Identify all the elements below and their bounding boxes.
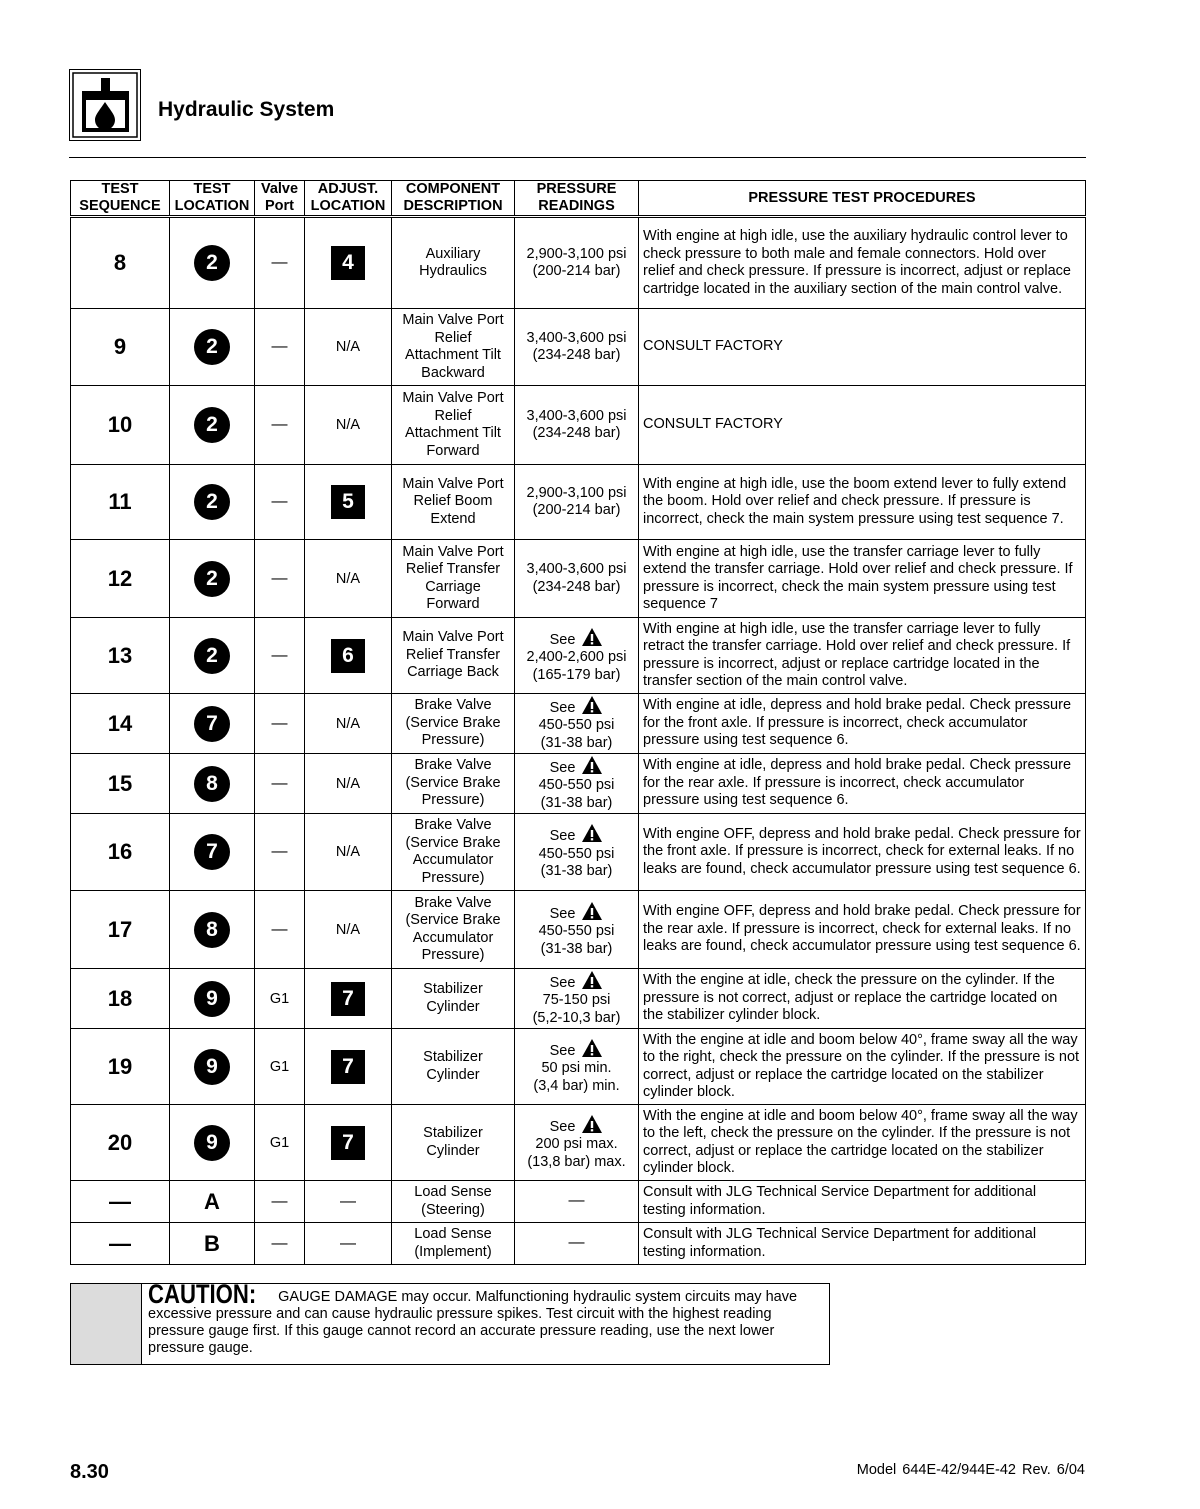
table-row <box>71 618 1086 694</box>
pressure-line: (200-214 bar) <box>532 263 621 279</box>
valve-port-cell <box>255 754 305 814</box>
adjust-location-marker: N/A <box>335 921 361 938</box>
valve-port: — <box>271 920 288 938</box>
adjust-location-marker: 7 <box>331 1050 365 1084</box>
adjust-location-cell <box>305 465 392 540</box>
pressure-line: 450-550 psi <box>538 923 615 940</box>
valve-port-cell <box>255 618 305 694</box>
component-line: Stabilizer <box>423 1125 483 1141</box>
component-line: Pressure) <box>421 869 485 886</box>
adjust-location-cell <box>305 386 392 465</box>
test-location-cell <box>170 891 255 969</box>
header-pressure-readings: PRESSURE READINGS <box>515 181 639 217</box>
component-line: Pressure) <box>421 947 485 963</box>
adjust-location-cell <box>305 309 392 386</box>
component-line: Load Sense <box>414 1226 492 1242</box>
table-row <box>71 754 1086 814</box>
pressure-readings <box>515 754 639 814</box>
test-sequence: 18 <box>107 985 133 1011</box>
component-line: Main Valve Port <box>402 390 504 406</box>
test-location-cell <box>170 1223 255 1265</box>
adjust-location-marker: N/A <box>335 775 361 792</box>
component-line: Extend <box>430 510 476 527</box>
test-sequence-cell <box>71 386 170 465</box>
component-line: Cylinder <box>426 1066 480 1083</box>
adjust-location-marker: 7 <box>331 982 365 1016</box>
component-description <box>392 891 515 969</box>
test-sequence-cell <box>71 969 170 1029</box>
valve-port: — <box>271 646 288 664</box>
component-line: Pressure) <box>421 792 485 809</box>
component-line: Attachment Tilt <box>405 425 501 441</box>
pressure-line: 200 psi max. <box>535 1136 618 1153</box>
component-line: Accumulator <box>412 852 494 868</box>
pressure-line: — <box>568 1234 585 1252</box>
pressure-readings <box>515 386 639 465</box>
page-number: 8.30 <box>70 1461 109 1483</box>
caution-label: CAUTION: <box>148 1279 257 1309</box>
component-line: Relief Transfer <box>405 646 501 663</box>
test-sequence: 8 <box>113 250 127 275</box>
adjust-location-marker: — <box>340 1192 356 1210</box>
test-sequence: 14 <box>107 710 133 736</box>
pressure-line: 2,900-3,100 psi <box>526 484 627 501</box>
component-description <box>392 465 515 540</box>
pressure-line: (3,4 bar) min. <box>533 1077 620 1094</box>
see-label: See <box>549 828 576 845</box>
see-label: See <box>549 631 576 648</box>
table-row <box>71 1029 1086 1105</box>
test-sequence-cell <box>71 891 170 969</box>
procedure-text: With the engine at idle and boom below 40°, frame sway all the way to the right, check the pressure on the cylinder. If the pressure is not correct, adjust or replace the cartridge located on the stabilizer cylinder block. <box>639 1029 1086 1105</box>
component-line: Main Valve Port <box>402 475 504 492</box>
component-description <box>392 1181 515 1223</box>
table-header-row <box>71 181 1086 217</box>
component-line: Main Valve Port <box>402 312 504 328</box>
adjust-location-marker: N/A <box>335 339 361 355</box>
warning-triangle-icon <box>581 1114 603 1134</box>
valve-port: — <box>271 714 288 732</box>
test-location-marker: 2 <box>194 407 230 443</box>
adjust-location-cell <box>305 1105 392 1181</box>
adjust-location-marker: N/A <box>335 844 361 860</box>
adjust-location-cell <box>305 217 392 309</box>
test-location-cell <box>170 309 255 386</box>
procedure-text: With the engine at idle, check the pressure on the cylinder. If the pressure is not correct, adjust or replace the cartridge located on the stabilizer cylinder block. <box>639 969 1086 1029</box>
component-line: Cylinder <box>426 1142 480 1159</box>
pressure-readings <box>515 465 639 540</box>
component-line: (Implement) <box>414 1243 492 1260</box>
test-location-cell <box>170 217 255 309</box>
valve-port: — <box>271 1234 288 1252</box>
component-line: Relief <box>434 329 472 346</box>
component-line: Forward <box>426 442 480 459</box>
component-line: (Service Brake <box>405 714 501 731</box>
pressure-line: (31-38 bar) <box>540 863 613 880</box>
adjust-location-cell <box>305 814 392 891</box>
test-sequence-cell <box>71 754 170 814</box>
test-location-marker: 2 <box>194 638 230 674</box>
test-location-marker: 2 <box>194 245 230 281</box>
test-sequence: 11 <box>108 489 132 514</box>
procedure-text: With engine OFF, depress and hold brake pedal. Check pressure for the front axle. If pressure is incorrect, check for external leaks. If no leaks are found, check accumulator pressure using test sequence 6. <box>639 814 1086 891</box>
test-sequence: — <box>109 1230 131 1256</box>
pressure-line: (200-214 bar) <box>532 502 621 518</box>
header-procedures: PRESSURE TEST PROCEDURES <box>639 181 1086 217</box>
component-line: (Service Brake <box>405 912 501 928</box>
test-location-marker: A <box>204 1188 220 1214</box>
adjust-location-cell <box>305 618 392 694</box>
component-line: Carriage Back <box>407 664 499 681</box>
component-line: Main Valve Port <box>402 629 504 646</box>
valve-port-cell <box>255 891 305 969</box>
test-location-marker: 7 <box>194 706 230 742</box>
adjust-location-cell <box>305 1223 392 1265</box>
caution-sidebar <box>71 1284 142 1364</box>
valve-port-cell <box>255 217 305 309</box>
table-row <box>71 309 1086 386</box>
test-location-marker: 8 <box>194 912 230 948</box>
see-label: See <box>549 974 576 991</box>
test-sequence-cell <box>71 618 170 694</box>
component-line: Brake Valve <box>414 894 492 911</box>
pressure-line: (234-248 bar) <box>532 425 621 441</box>
valve-port-cell <box>255 1223 305 1265</box>
pressure-line: (31-38 bar) <box>540 734 613 751</box>
table-row <box>71 814 1086 891</box>
valve-port-cell <box>255 694 305 754</box>
warning-triangle-icon <box>581 823 603 843</box>
see-label: See <box>549 1118 576 1135</box>
test-sequence-cell <box>71 465 170 540</box>
component-line: Pressure) <box>421 732 485 749</box>
pressure-line: (165-179 bar) <box>532 666 621 683</box>
hydraulic-system-icon <box>69 69 141 141</box>
test-sequence: 16 <box>107 839 133 864</box>
table-row <box>71 217 1086 309</box>
model-revision: Model 644E-42/944E-42 Rev. 6/04 <box>856 1462 1085 1478</box>
pressure-readings <box>515 540 639 618</box>
adjust-location-marker: N/A <box>335 570 361 587</box>
header-adjust-location: ADJUST. LOCATION <box>305 181 392 217</box>
procedure-text: With engine OFF, depress and hold brake pedal. Check pressure for the rear axle. If pressure is incorrect, check for external leaks. If no leaks are found, check accumulator pressure using test sequence 6. <box>639 891 1086 969</box>
test-location-cell <box>170 386 255 465</box>
valve-port-cell <box>255 1181 305 1223</box>
component-line: Accumulator <box>412 929 494 946</box>
test-location-marker: B <box>204 1230 220 1256</box>
pressure-readings <box>515 969 639 1029</box>
component-line: Attachment Tilt <box>405 347 501 363</box>
test-sequence: 12 <box>107 565 133 591</box>
pressure-line: 3,400-3,600 psi <box>526 329 627 346</box>
pressure-readings <box>515 814 639 891</box>
procedure-text: With engine at high idle, use the transfer carriage lever to fully extend the transfer carriage. Hold over relief and check pressure. If pressure is incorrect, check the main system pressure using test sequence 7 <box>639 540 1086 618</box>
component-line: Cylinder <box>426 998 480 1015</box>
component-description <box>392 309 515 386</box>
warning-triangle-icon <box>581 627 603 647</box>
valve-port: — <box>271 254 288 271</box>
adjust-location-cell <box>305 969 392 1029</box>
procedure-text: Consult with JLG Technical Service Department for additional testing information. <box>639 1223 1086 1265</box>
caution-text-block <box>148 1279 818 1357</box>
table-row <box>71 1223 1086 1265</box>
pressure-line: 450-550 psi <box>538 845 615 862</box>
adjust-location-marker: — <box>340 1234 356 1252</box>
procedure-text: With engine at high idle, use the auxiliary hydraulic control lever to check pressure to both male and female connectors. Hold over relief and check pressure. If pressure is incorrect, adjust or replace cartridge located in the auxiliary section of the main control valve. <box>639 217 1086 309</box>
test-location-marker: 9 <box>194 1125 230 1161</box>
component-description <box>392 386 515 465</box>
pressure-line: 2,900-3,100 psi <box>526 245 627 262</box>
test-location-marker: 2 <box>194 484 230 520</box>
test-sequence: 17 <box>107 916 133 942</box>
table-row <box>71 1181 1086 1223</box>
component-description <box>392 754 515 814</box>
table-row <box>71 694 1086 754</box>
test-sequence-cell <box>71 217 170 309</box>
header-test-sequence: TEST SEQUENCE <box>71 181 170 217</box>
see-label: See <box>549 699 576 716</box>
valve-port-cell <box>255 465 305 540</box>
pressure-readings <box>515 694 639 754</box>
pressure-line: (5,2-10,3 bar) <box>532 1009 621 1026</box>
component-description <box>392 969 515 1029</box>
component-description <box>392 217 515 309</box>
component-line: Load Sense <box>414 1184 492 1200</box>
test-location-marker: 9 <box>194 981 230 1017</box>
valve-port-cell <box>255 1105 305 1181</box>
valve-port: G1 <box>269 990 290 1007</box>
test-location-cell <box>170 814 255 891</box>
test-sequence-cell <box>71 694 170 754</box>
component-line: Relief <box>434 407 472 424</box>
pressure-line: 75-150 psi <box>542 992 611 1009</box>
caution-box <box>70 1279 830 1365</box>
test-sequence-cell <box>71 1105 170 1181</box>
pressure-line: — <box>568 1192 585 1210</box>
valve-port-cell <box>255 309 305 386</box>
adjust-location-marker: N/A <box>335 417 361 433</box>
test-sequence-cell <box>71 1029 170 1105</box>
component-line: Stabilizer <box>423 981 483 997</box>
pressure-line: (31-38 bar) <box>540 794 613 811</box>
test-sequence-cell <box>71 1223 170 1265</box>
component-line: Brake Valve <box>414 757 492 774</box>
test-location-cell <box>170 1105 255 1181</box>
pressure-line: 3,400-3,600 psi <box>526 561 627 577</box>
component-line: Hydraulics <box>419 263 487 279</box>
component-line: (Steering) <box>421 1201 485 1218</box>
component-line: Carriage <box>425 578 481 595</box>
component-description <box>392 1029 515 1105</box>
valve-port-cell <box>255 540 305 618</box>
pressure-readings <box>515 1105 639 1181</box>
pressure-readings <box>515 309 639 386</box>
pressure-readings <box>515 618 639 694</box>
section-title: Hydraulic System <box>158 98 335 121</box>
procedure-text: With engine at high idle, use the boom extend lever to fully extend the boom. Hold over relief and check pressure. If pressure is incorrect, check the main system pressure using test sequence 7. <box>639 465 1086 540</box>
valve-port: — <box>271 569 288 587</box>
pressure-readings <box>515 1181 639 1223</box>
table-row <box>71 386 1086 465</box>
test-location-marker: 2 <box>194 561 230 597</box>
test-location-marker: 8 <box>194 766 230 802</box>
table-row <box>71 540 1086 618</box>
pressure-line: 2,400-2,600 psi <box>526 649 627 666</box>
pressure-line: (31-38 bar) <box>540 940 613 957</box>
warning-triangle-icon <box>581 970 603 990</box>
adjust-location-cell <box>305 1181 392 1223</box>
header-valve-port: Valve Port <box>255 181 305 217</box>
component-line: (Service Brake <box>405 834 501 851</box>
pressure-line: 50 psi min. <box>541 1060 612 1077</box>
valve-port: G1 <box>269 1058 290 1075</box>
valve-port-cell <box>255 1029 305 1105</box>
adjust-location-marker: 4 <box>331 246 365 280</box>
test-location-cell <box>170 694 255 754</box>
test-sequence: 20 <box>107 1129 133 1155</box>
test-sequence: 10 <box>107 412 133 437</box>
pressure-test-table <box>70 180 1086 1265</box>
component-description <box>392 1105 515 1181</box>
test-location-cell <box>170 969 255 1029</box>
test-sequence-cell <box>71 814 170 891</box>
valve-port: — <box>271 338 288 355</box>
pressure-line: (234-248 bar) <box>532 347 621 363</box>
pressure-readings <box>515 217 639 309</box>
test-sequence: — <box>109 1188 131 1214</box>
component-description <box>392 540 515 618</box>
test-sequence: 13 <box>107 642 133 668</box>
see-label: See <box>549 905 576 922</box>
test-sequence: 19 <box>107 1053 133 1079</box>
valve-port-cell <box>255 386 305 465</box>
valve-port-cell <box>255 969 305 1029</box>
adjust-location-cell <box>305 891 392 969</box>
warning-triangle-icon <box>581 1038 603 1058</box>
header-component-description: COMPONENT DESCRIPTION <box>392 181 515 217</box>
adjust-location-marker: 5 <box>331 485 365 519</box>
table-row <box>71 891 1086 969</box>
pressure-line: (13,8 bar) max. <box>527 1153 626 1170</box>
header-test-location: TEST LOCATION <box>170 181 255 217</box>
test-sequence: 15 <box>107 770 133 796</box>
component-line: Brake Valve <box>414 817 492 833</box>
component-line: Relief Boom <box>413 493 493 510</box>
table-row <box>71 465 1086 540</box>
warning-triangle-icon <box>581 901 603 921</box>
test-location-cell <box>170 754 255 814</box>
test-location-marker: 9 <box>194 1049 230 1085</box>
table-row <box>71 1105 1086 1181</box>
pressure-readings <box>515 1029 639 1105</box>
component-description <box>392 814 515 891</box>
test-location-cell <box>170 465 255 540</box>
see-label: See <box>549 1042 576 1059</box>
procedure-text: With engine at idle, depress and hold brake pedal. Check pressure for the front axle. If pressure is incorrect, check accumulator pressure using test sequence 6. <box>639 694 1086 754</box>
valve-port: — <box>271 774 288 792</box>
test-location-marker: 7 <box>194 834 230 870</box>
procedure-text: CONSULT FACTORY <box>639 386 1086 465</box>
test-location-cell <box>170 1029 255 1105</box>
component-line: Relief Transfer <box>405 561 501 577</box>
adjust-location-marker: N/A <box>335 715 361 732</box>
pressure-readings <box>515 891 639 969</box>
component-line: Stabilizer <box>423 1049 483 1065</box>
pressure-line: 450-550 psi <box>538 717 615 734</box>
table-row <box>71 969 1086 1029</box>
test-sequence: 9 <box>113 334 127 359</box>
procedure-text: With engine at idle, depress and hold brake pedal. Check pressure for the rear axle. If pressure is incorrect, check accumulator pressure using test sequence 6. <box>639 754 1086 814</box>
adjust-location-cell <box>305 754 392 814</box>
header-divider <box>69 157 1086 158</box>
valve-port: — <box>271 493 288 510</box>
valve-port: G1 <box>269 1134 290 1151</box>
component-line: Forward <box>426 596 480 612</box>
caution-message: GAUGE DAMAGE may occur. Malfunctioning hydraulic system circuits may have excessive pressure and can cause hydraulic pressure spikes. Test circuit with the highest reading pressure gauge first. If this gauge cannot record an accurate pressure reading, use the next lower pressure gauge. <box>148 1289 798 1356</box>
test-location-marker: 2 <box>194 329 230 365</box>
test-location-cell <box>170 1181 255 1223</box>
warning-triangle-icon <box>581 755 603 775</box>
component-description <box>392 1223 515 1265</box>
component-line: (Service Brake <box>405 774 501 791</box>
adjust-location-marker: 6 <box>331 639 365 673</box>
procedure-text: CONSULT FACTORY <box>639 309 1086 386</box>
test-location-cell <box>170 618 255 694</box>
test-sequence-cell <box>71 1181 170 1223</box>
procedure-text: With the engine at idle and boom below 40°, frame sway all the way to the left, check the pressure on the cylinder. If the pressure is not correct, adjust or replace the cartridge located on the stabilizer cylinder block. <box>639 1105 1086 1181</box>
see-label: See <box>549 759 576 776</box>
valve-port: — <box>271 843 288 860</box>
valve-port: — <box>271 1192 288 1210</box>
component-line: Brake Valve <box>414 697 492 714</box>
test-sequence-cell <box>71 309 170 386</box>
component-line: Auxiliary <box>425 245 481 262</box>
component-line: Backward <box>421 364 485 381</box>
pressure-line: 3,400-3,600 psi <box>526 407 627 424</box>
procedure-text: With engine at high idle, use the transfer carriage lever to fully retract the transfer carriage. Hold over relief and check pressure. If pressure is incorrect, adjust or replace cartridge located in the transfer section of the main control valve. <box>639 618 1086 694</box>
pressure-line: 450-550 psi <box>538 777 615 794</box>
adjust-location-cell <box>305 694 392 754</box>
valve-port: — <box>271 416 288 433</box>
adjust-location-cell <box>305 540 392 618</box>
pressure-line: (234-248 bar) <box>532 578 621 595</box>
adjust-location-cell <box>305 1029 392 1105</box>
procedure-text: Consult with JLG Technical Service Department for additional testing information. <box>639 1181 1086 1223</box>
pressure-readings <box>515 1223 639 1265</box>
warning-triangle-icon <box>581 695 603 715</box>
component-line: Main Valve Port <box>402 543 504 560</box>
component-description <box>392 618 515 694</box>
valve-port-cell <box>255 814 305 891</box>
test-location-cell <box>170 540 255 618</box>
component-description <box>392 694 515 754</box>
test-sequence-cell <box>71 540 170 618</box>
adjust-location-marker: 7 <box>331 1126 365 1160</box>
